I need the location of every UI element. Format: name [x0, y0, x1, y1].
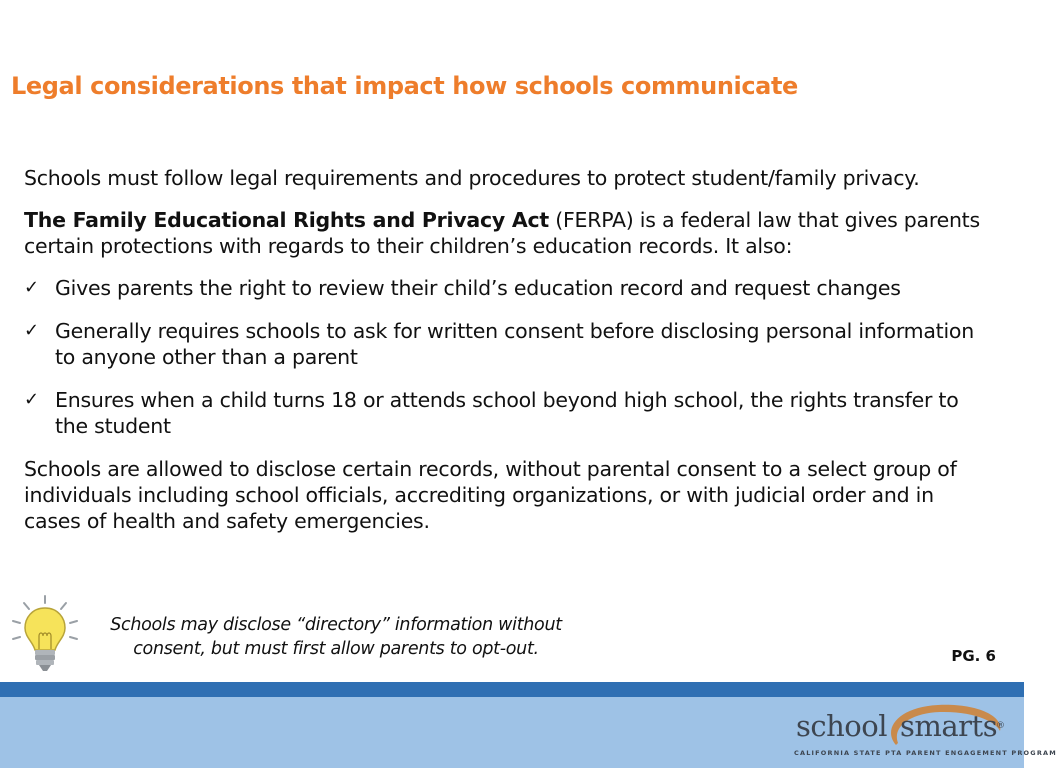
page-number: PG. 6: [951, 647, 996, 665]
list-item-text: Generally requires schools to ask for written consent before disclosing personal information to anyone other than a parent: [55, 319, 974, 369]
ferpa-paragraph: [24, 207, 984, 259]
lightbulb-icon: [8, 593, 84, 675]
tip-line: Schools may disclose “directory” information without: [110, 615, 562, 635]
disclosure-paragraph: Schools are allowed to disclose certain records, without parental consent to a select group of individuals including school officials, accrediting organizations, or with judicial order and in cases of health and safety emergencies.: [24, 457, 957, 533]
footer-band-dark: [0, 682, 1024, 697]
checkmark-icon: ✓: [24, 277, 39, 298]
list-item-text: Ensures when a child turns 18 or attends school beyond high school, the rights transfer to the student: [55, 388, 959, 438]
logo-word-school: school: [796, 709, 887, 743]
checkmark-icon: ✓: [24, 320, 39, 341]
list-item: [24, 275, 984, 301]
intro-text: Schools must follow legal requirements and procedures to protect student/family privacy.: [24, 166, 920, 190]
ferpa-rights-list: [24, 275, 984, 439]
registered-mark: ®: [996, 721, 1005, 731]
logo-word-smarts: smarts: [900, 709, 998, 743]
tip-line: consent, but must first allow parents to opt-out.: [133, 639, 539, 659]
logo-tagline: CALIFORNIA STATE PTA PARENT ENGAGEMENT PROGRAM: [794, 749, 1057, 757]
directory-info-tip: [96, 613, 576, 661]
ferpa-description: (FERPA) is a federal law that gives parents certain protections with regards to their children’s education records. It also:: [24, 208, 980, 258]
school-smarts-logo: [792, 701, 1057, 765]
page-title: Legal considerations that impact how schools communicate: [11, 72, 798, 100]
list-item: [24, 318, 984, 370]
ferpa-name: The Family Educational Rights and Privacy Act: [24, 208, 549, 232]
checkmark-icon: ✓: [24, 389, 39, 410]
slide-body: [24, 165, 984, 550]
list-item: [24, 387, 984, 439]
list-item-text: Gives parents the right to review their child’s education record and request changes: [55, 276, 901, 300]
